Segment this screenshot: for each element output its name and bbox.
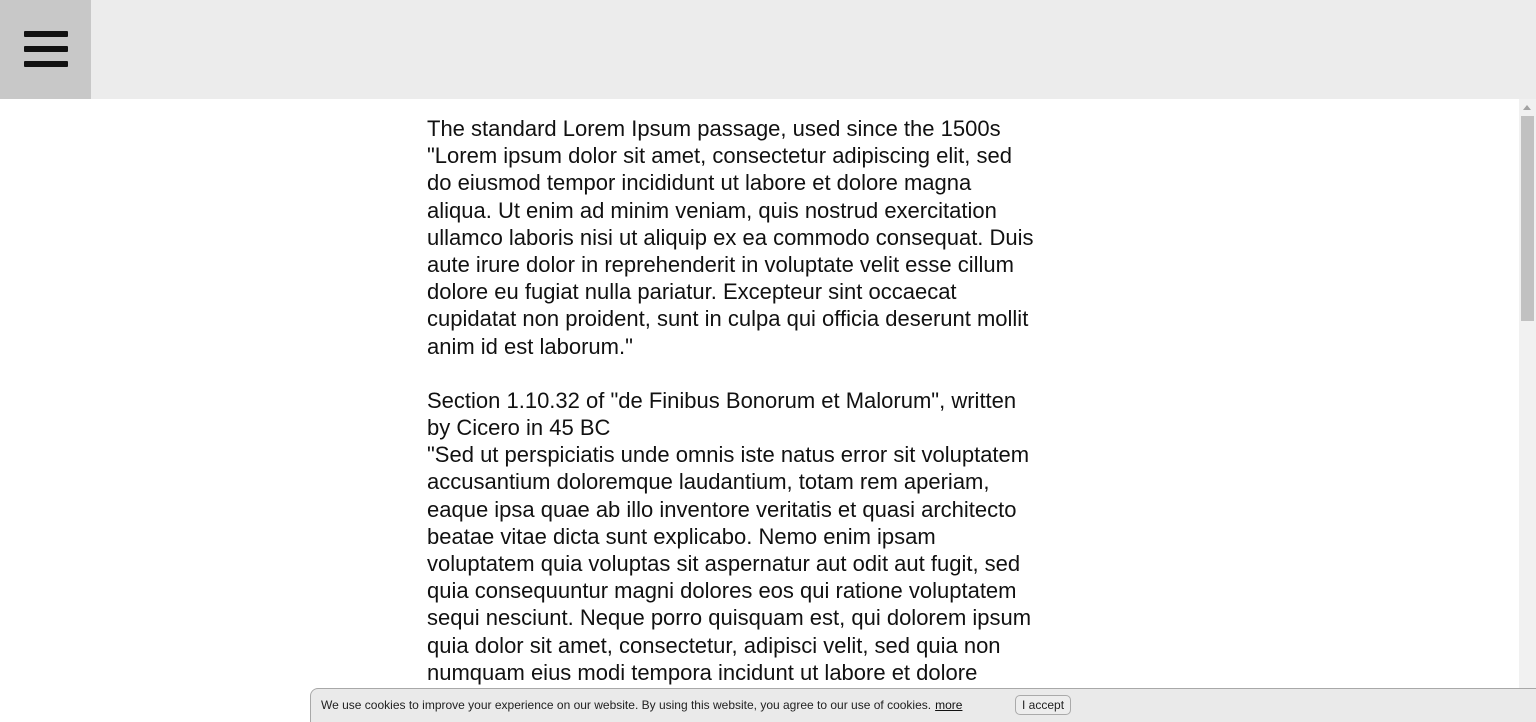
header-bar <box>0 0 1536 99</box>
text-line: beatae vitae dicta sunt explicabo. Nemo enim ipsam <box>427 523 936 549</box>
scrollbar-thumb[interactable] <box>1521 116 1534 321</box>
scroll-up-arrow-icon[interactable] <box>1523 105 1531 110</box>
cookie-consent-bar <box>310 688 1536 722</box>
text-line: quia dolor sit amet, consectetur, adipisci velit, sed quia non <box>427 632 1001 658</box>
text-line: dolore eu fugiat nulla pariatur. Excepteur sint occaecat <box>427 279 957 305</box>
text-line: cupidatat non proident, sunt in culpa qui officia deserunt mollit <box>427 306 1029 332</box>
text-line: do eiusmod tempor incididunt ut labore et dolore magna <box>427 170 972 196</box>
menu-icon-bar <box>24 61 68 67</box>
paragraph-standard-passage <box>427 115 1107 360</box>
text-line: "Sed ut perspiciatis unde omnis iste natus error sit voluptatem <box>427 442 1030 468</box>
text-line: ullamco laboris nisi ut aliquip ex ea commodo consequat. Duis <box>427 224 1034 250</box>
text-line: "Lorem ipsum dolor sit amet, consectetur adipiscing elit, sed <box>427 143 1012 169</box>
text-line: Section 1.10.32 of "de Finibus Bonorum et Malorum", written <box>427 387 1017 413</box>
text-line: sequi nesciunt. Neque porro quisquam est, qui dolorem ipsum <box>427 605 1032 631</box>
vertical-scrollbar[interactable] <box>1519 99 1536 722</box>
text-line: voluptatem quia voluptas sit aspernatur aut odit aut fugit, sed <box>427 551 1021 577</box>
menu-button[interactable] <box>0 0 91 99</box>
main-content <box>427 115 1107 722</box>
text-line: aliqua. Ut enim ad minim veniam, quis nostrud exercitation <box>427 197 997 223</box>
cookie-message-text: We use cookies to improve your experience on our website. By using this website, you agree to our use of cookies. <box>321 698 932 712</box>
text-line: numquam eius modi tempora incidunt ut labore et dolore <box>427 659 978 685</box>
cookie-more-link[interactable]: more <box>935 698 963 712</box>
text-line: The standard Lorem Ipsum passage, used since the 1500s <box>427 116 1001 141</box>
cookie-message <box>321 698 962 712</box>
menu-icon-bar <box>24 31 68 37</box>
text-line: by Cicero in 45 BC <box>427 415 611 441</box>
text-line: eaque ipsa quae ab illo inventore veritatis et quasi architecto <box>427 496 1017 522</box>
text-line: aute irure dolor in reprehenderit in voluptate velit esse cillum <box>427 252 1014 278</box>
text-line: anim id est laborum." <box>427 333 633 359</box>
menu-icon-bar <box>24 46 68 52</box>
cookie-accept-button[interactable]: I accept <box>1015 695 1071 715</box>
text-line: accusantium doloremque laudantium, totam rem aperiam, <box>427 469 990 495</box>
paragraph-section-1-10-32 <box>427 387 1107 686</box>
text-line: quia consequuntur magni dolores eos qui ratione voluptatem <box>427 578 1017 604</box>
